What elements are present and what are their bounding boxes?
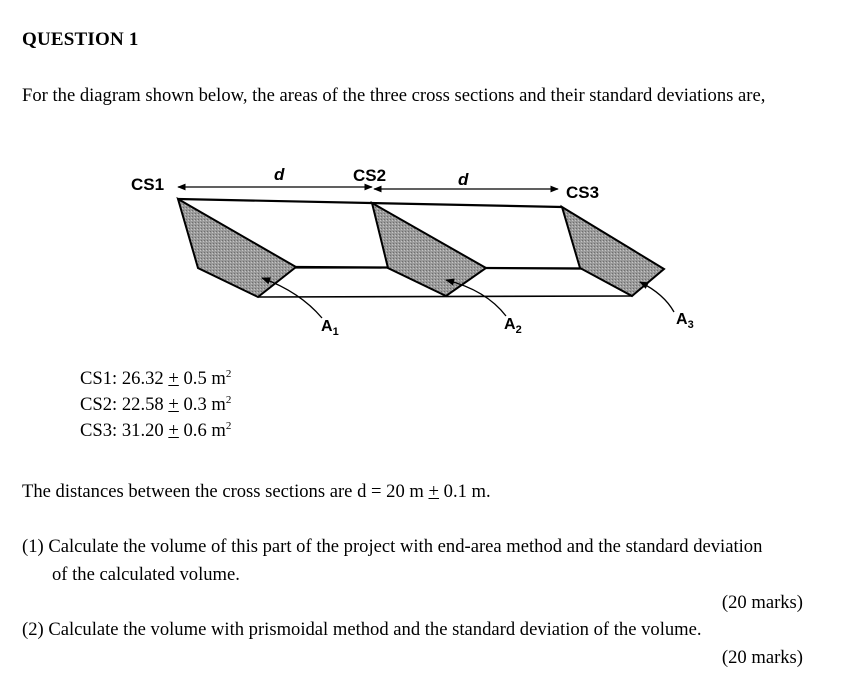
top-edge-line [178,199,562,207]
cs1-label: CS1 [131,175,165,194]
intro-paragraph: For the diagram shown below, the areas of the three cross sections and their standard deviations are, [22,85,766,106]
distance-label-2: d [458,170,469,189]
cross-section-item-1: CS1: 26.32 + 0.5 $m^2$ [80,368,232,389]
question-1-marks: (20 marks) [721,592,803,613]
question-1-line-1: (1) Calculate the volume of this part of the project with end-area method and the standard deviation [22,536,763,557]
question-2-line-1: (2) Calculate the volume with prismoidal method and the standard deviation of the volume. [22,619,702,640]
area-3-leader [640,282,674,312]
question-heading: QUESTION 1 [22,29,139,50]
cross-section-3-shape [562,207,664,296]
cross-section-2-shape [372,203,486,296]
area-2-label: $A_2$ [504,316,522,336]
cs2-label: CS2 [353,166,387,185]
area-1-label: $A_1$ [321,318,339,338]
cross-section-item-3: CS3: 31.20 + 0.6 $m^2$ [80,420,232,441]
cross-section-item-2: CS2: 22.58 + 0.3 $m^2$ [80,394,232,415]
distance-label-1: d [274,165,285,184]
cross-section-list [80,366,231,444]
question-1-line-2: of the calculated volume. [52,564,240,585]
distance-statement: The distances between the cross sections are d = 20 m + 0.1 m. [22,481,491,502]
question-2-marks: (20 marks) [721,647,803,668]
cross-section-1-shape [178,199,296,297]
cs3-label: CS3 [566,183,600,202]
area-3-label: $A_3$ [676,311,694,331]
